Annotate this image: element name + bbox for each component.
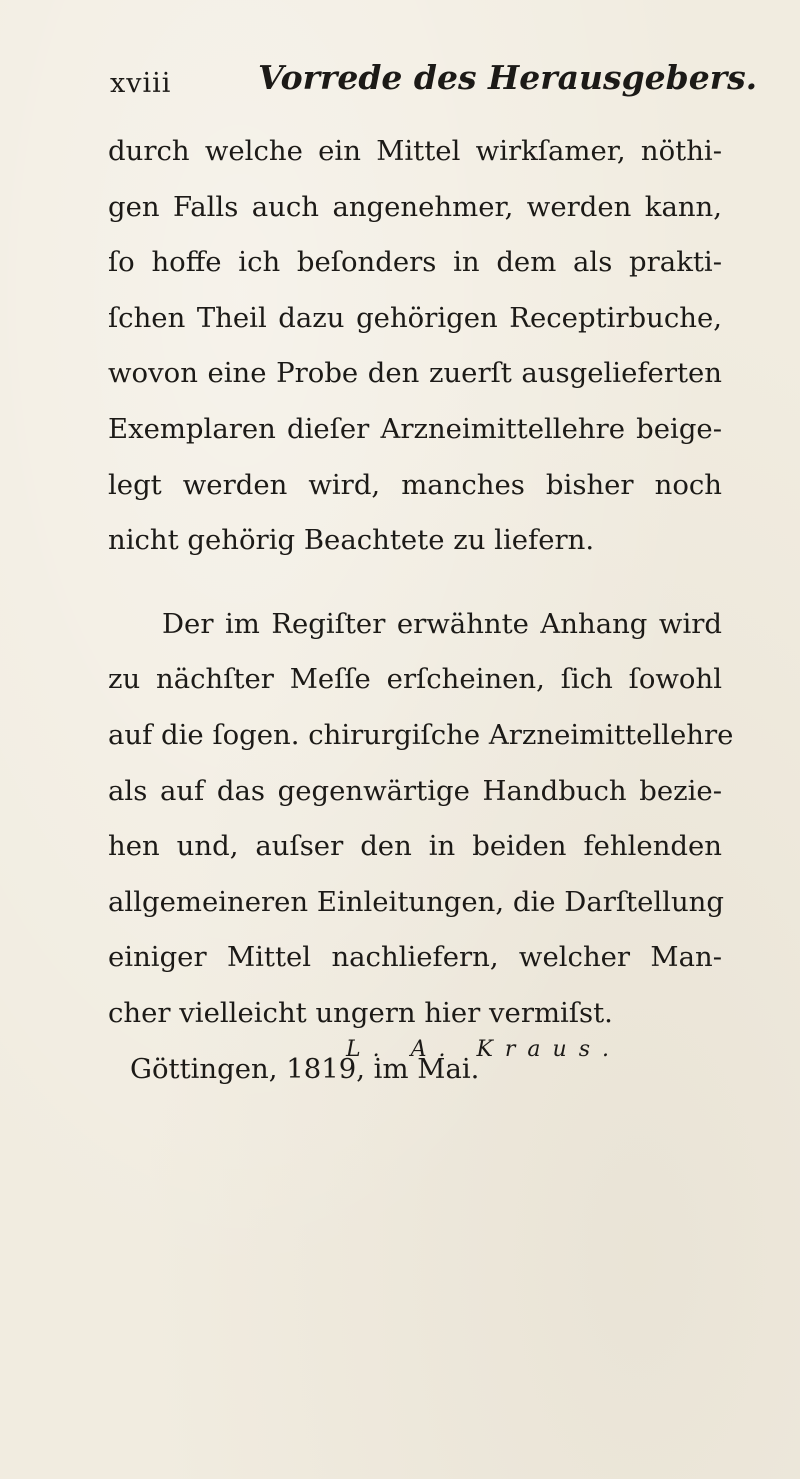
text-line: allgemeineren Einleitungen, die Darſtellung <box>108 885 724 918</box>
text-line: cher vielleicht ungern hier vermiſst. <box>108 996 613 1029</box>
text-line: einiger Mittel nachliefern, welcher Man- <box>108 941 722 974</box>
paragraph-gap <box>108 569 722 597</box>
paragraph-2 <box>108 597 734 1097</box>
text-line: Exemplaren dieſer Arzneimittellehre beige- <box>108 412 722 445</box>
text-line: hen und, auſser den in beiden fehlenden <box>108 830 722 863</box>
text-line: durch welche ein Mittel wirkſamer, nöthi- <box>108 135 722 167</box>
signature: L. A. Kraus. <box>346 1037 621 1062</box>
text-line: gen Falls auch angenehmer, werden kann, <box>108 190 722 223</box>
text-line: legt werden wird, manches bisher noch <box>108 468 722 501</box>
text-line: nicht gehörig Beachtete zu liefern. <box>108 524 595 557</box>
page-header <box>110 58 758 108</box>
text-line: als auf das gegenwärtige Handbuch bezie- <box>108 774 722 807</box>
page-number: xviii <box>110 68 172 99</box>
running-title: Vorrede des Herausgebers. <box>258 58 758 97</box>
text-line: auf die ſogen. chirurgiſche Arzneimittellehre <box>108 718 734 751</box>
body-text <box>108 124 734 1097</box>
text-line: Der im Regiſter erwähnte Anhang wird <box>162 607 722 640</box>
text-line: ſchen Theil dazu gehörigen Receptirbuche, <box>108 301 722 334</box>
text-line: ſo hoffe ich beſonders in dem als prakti- <box>108 246 722 279</box>
place-date: Göttingen, 1819, im Mai. <box>130 1052 480 1085</box>
text-line: zu nächſter Meſſe erſcheinen, ſich ſowohl <box>108 663 722 696</box>
text-line: wovon eine Probe den zuerſt ausgelieferten <box>108 357 722 390</box>
paragraph-1 <box>108 124 722 569</box>
